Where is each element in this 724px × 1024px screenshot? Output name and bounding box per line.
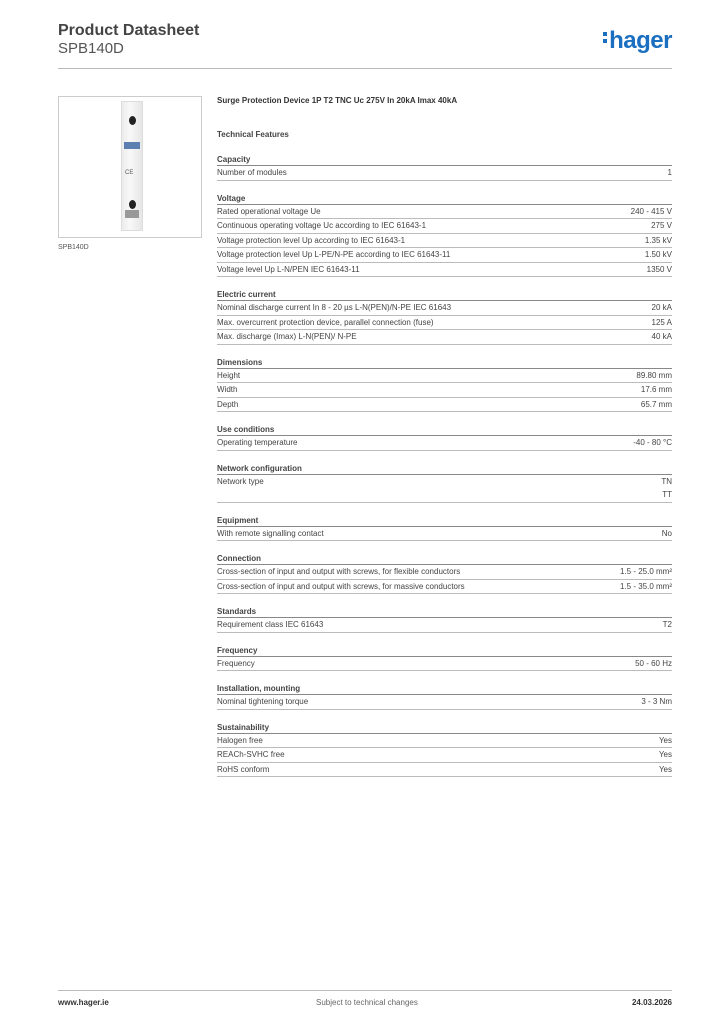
spec-value — [645, 234, 672, 248]
spec-value-line: 20 kA — [651, 303, 672, 312]
spec-label: Network type — [217, 476, 264, 486]
spec-label: Number of modules — [217, 168, 287, 177]
product-image — [58, 96, 202, 238]
spec-value-line: Yes — [658, 764, 672, 774]
spec-row — [217, 436, 672, 451]
spec-row — [217, 734, 672, 749]
spec-label: Max. discharge (Imax) L-N(PEN)/ N-PE — [217, 332, 357, 341]
section-title: Equipment — [217, 514, 672, 527]
spec-row — [217, 748, 672, 763]
spec-value-line: 89.80 mm — [636, 370, 672, 380]
logo-text: hager — [609, 27, 672, 54]
header-divider — [58, 68, 672, 69]
spec-value-line: T2 — [662, 620, 672, 629]
spec-section — [217, 721, 672, 778]
spec-value-line: 17.6 mm — [640, 385, 672, 394]
spec-value — [641, 383, 672, 397]
spec-section — [217, 356, 672, 413]
spec-section — [217, 514, 672, 542]
spec-section — [217, 462, 672, 503]
spec-value-line: 1.5 - 35.0 mm² — [619, 581, 672, 591]
terminal-screw-icon — [129, 200, 136, 209]
section-title: Voltage — [217, 192, 672, 205]
product-description: Surge Protection Device 1P T2 TNC Uc 275V In 20kA Imax 40kA — [217, 96, 458, 105]
spec-value-line: 1 — [667, 168, 672, 177]
spec-row — [217, 369, 672, 384]
spec-label: Frequency — [217, 658, 255, 668]
spec-label: Continuous operating voltage Uc according to IEC 61643-1 — [217, 221, 427, 230]
spec-value — [631, 205, 672, 219]
device-label-icon — [124, 142, 140, 149]
spec-value-line: Yes — [658, 735, 672, 745]
section-title: Sustainability — [217, 721, 672, 734]
footer-date: 24.03.2026 — [631, 998, 672, 1007]
spec-value — [652, 301, 672, 315]
spec-row — [217, 219, 672, 234]
spec-section — [217, 153, 672, 181]
spec-row — [217, 657, 672, 672]
spec-value-line: 1.5 - 25.0 mm² — [619, 567, 672, 576]
spec-value-line: TT — [662, 490, 672, 499]
footer-notice: Subject to technical changes — [316, 998, 418, 1007]
spec-row — [217, 248, 672, 263]
spec-label: Nominal discharge current In 8 - 20 µs L-N(PEN)/N-PE IEC 61643 — [217, 303, 452, 312]
spec-section — [217, 192, 672, 278]
spec-row — [217, 166, 672, 181]
spec-value-line: 65.7 mm — [640, 399, 672, 409]
terminal-screw-icon — [129, 116, 136, 125]
spec-row — [217, 301, 672, 316]
spec-value — [647, 263, 672, 277]
spec-value-line: 1350 V — [646, 264, 672, 274]
spec-label: Height — [217, 370, 241, 380]
spec-row — [217, 763, 672, 778]
section-title: Network configuration — [217, 462, 672, 475]
spec-value — [633, 436, 672, 450]
spec-row — [217, 695, 672, 710]
section-title: Connection — [217, 552, 672, 565]
spec-value — [645, 248, 672, 262]
section-title: Frequency — [217, 644, 672, 657]
spec-row — [217, 383, 672, 398]
spec-label: Cross-section of input and output with screws, for flexible conductors — [217, 567, 461, 576]
spec-value — [641, 398, 672, 412]
spec-label: RoHS conform — [217, 764, 270, 774]
spec-value — [662, 527, 672, 541]
spec-value-line: No — [661, 528, 672, 538]
spec-row — [217, 475, 672, 503]
spec-row — [217, 398, 672, 413]
footer-website[interactable]: www.hager.ie — [58, 998, 109, 1007]
spec-value-line: TN — [661, 476, 672, 486]
spec-row — [217, 580, 672, 595]
spec-value — [661, 475, 672, 502]
spec-value-line: 3 - 3 Nm — [641, 697, 672, 706]
section-title: Installation, mounting — [217, 682, 672, 695]
spec-label: Operating temperature — [217, 438, 298, 447]
spec-section — [217, 682, 672, 710]
spec-label: Halogen free — [217, 735, 263, 745]
spec-value — [635, 657, 672, 671]
section-title: Dimensions — [217, 356, 672, 369]
product-code: SPB140D — [58, 40, 124, 57]
section-title: Electric current — [217, 288, 672, 301]
status-window-icon — [125, 210, 139, 218]
spec-value-line: 40 kA — [651, 332, 672, 341]
spec-row — [217, 565, 672, 580]
section-title: Use conditions — [217, 423, 672, 436]
spec-label: Requirement class IEC 61643 — [217, 620, 324, 629]
spec-label: REACh-SVHC free — [217, 750, 285, 759]
technical-features-heading: Technical Features — [217, 130, 289, 139]
spec-value — [659, 763, 672, 777]
ce-mark: CE — [125, 170, 134, 176]
section-title: Capacity — [217, 153, 672, 166]
spec-value-line: 240 - 415 V — [630, 206, 672, 216]
section-title: Standards — [217, 605, 672, 618]
spec-row — [217, 618, 672, 633]
spec-label: Voltage protection level Up according to IEC 61643-1 — [217, 235, 406, 245]
spec-section — [217, 605, 672, 633]
spec-value — [659, 748, 672, 762]
spec-section — [217, 552, 672, 594]
spec-label: Depth — [217, 399, 239, 409]
spec-value — [652, 330, 672, 344]
spec-row — [217, 263, 672, 278]
spec-value — [636, 369, 672, 383]
footer-divider — [58, 990, 672, 991]
spec-table — [217, 96, 672, 777]
product-image-caption: SPB140D — [58, 244, 89, 251]
spec-value — [620, 565, 672, 579]
spec-label: Max. overcurrent protection device, parallel connection (fuse) — [217, 317, 434, 327]
spec-row — [217, 330, 672, 345]
spec-value — [651, 219, 672, 233]
spec-label: Voltage level Up L-N/PEN IEC 61643-11 — [217, 264, 360, 274]
spec-label: Cross-section of input and output with screws, for massive conductors — [217, 581, 465, 591]
spec-value — [668, 166, 672, 180]
device-illustration — [121, 101, 143, 231]
spec-value-line: -40 - 80 °C — [633, 438, 672, 447]
spec-value — [641, 695, 672, 709]
spec-label: With remote signalling contact — [217, 528, 324, 538]
logo-colon-icon — [603, 29, 609, 46]
spec-value-line: 275 V — [651, 221, 672, 230]
spec-value — [663, 618, 672, 632]
spec-row — [217, 205, 672, 220]
spec-label: Rated operational voltage Ue — [217, 206, 321, 216]
spec-label: Width — [217, 385, 238, 394]
spec-row — [217, 316, 672, 331]
spec-value-line: Yes — [658, 750, 672, 759]
spec-row — [217, 234, 672, 249]
spec-value-line: 1.50 kV — [644, 250, 672, 259]
spec-section — [217, 644, 672, 672]
spec-section — [217, 423, 672, 451]
spec-value — [659, 734, 672, 748]
spec-sections — [217, 153, 672, 777]
page-title: Product Datasheet — [58, 22, 200, 39]
spec-section — [217, 288, 672, 345]
hager-logo — [603, 27, 672, 55]
spec-value — [620, 580, 672, 594]
spec-value-line: 1.35 kV — [644, 235, 672, 245]
spec-value — [652, 316, 672, 330]
spec-label: Voltage protection level Up L-PE/N-PE according to IEC 61643-11 — [217, 250, 451, 259]
spec-value-line: 50 - 60 Hz — [635, 658, 672, 668]
spec-row — [217, 527, 672, 542]
spec-label: Nominal tightening torque — [217, 697, 309, 706]
spec-value-line: 125 A — [651, 317, 672, 327]
